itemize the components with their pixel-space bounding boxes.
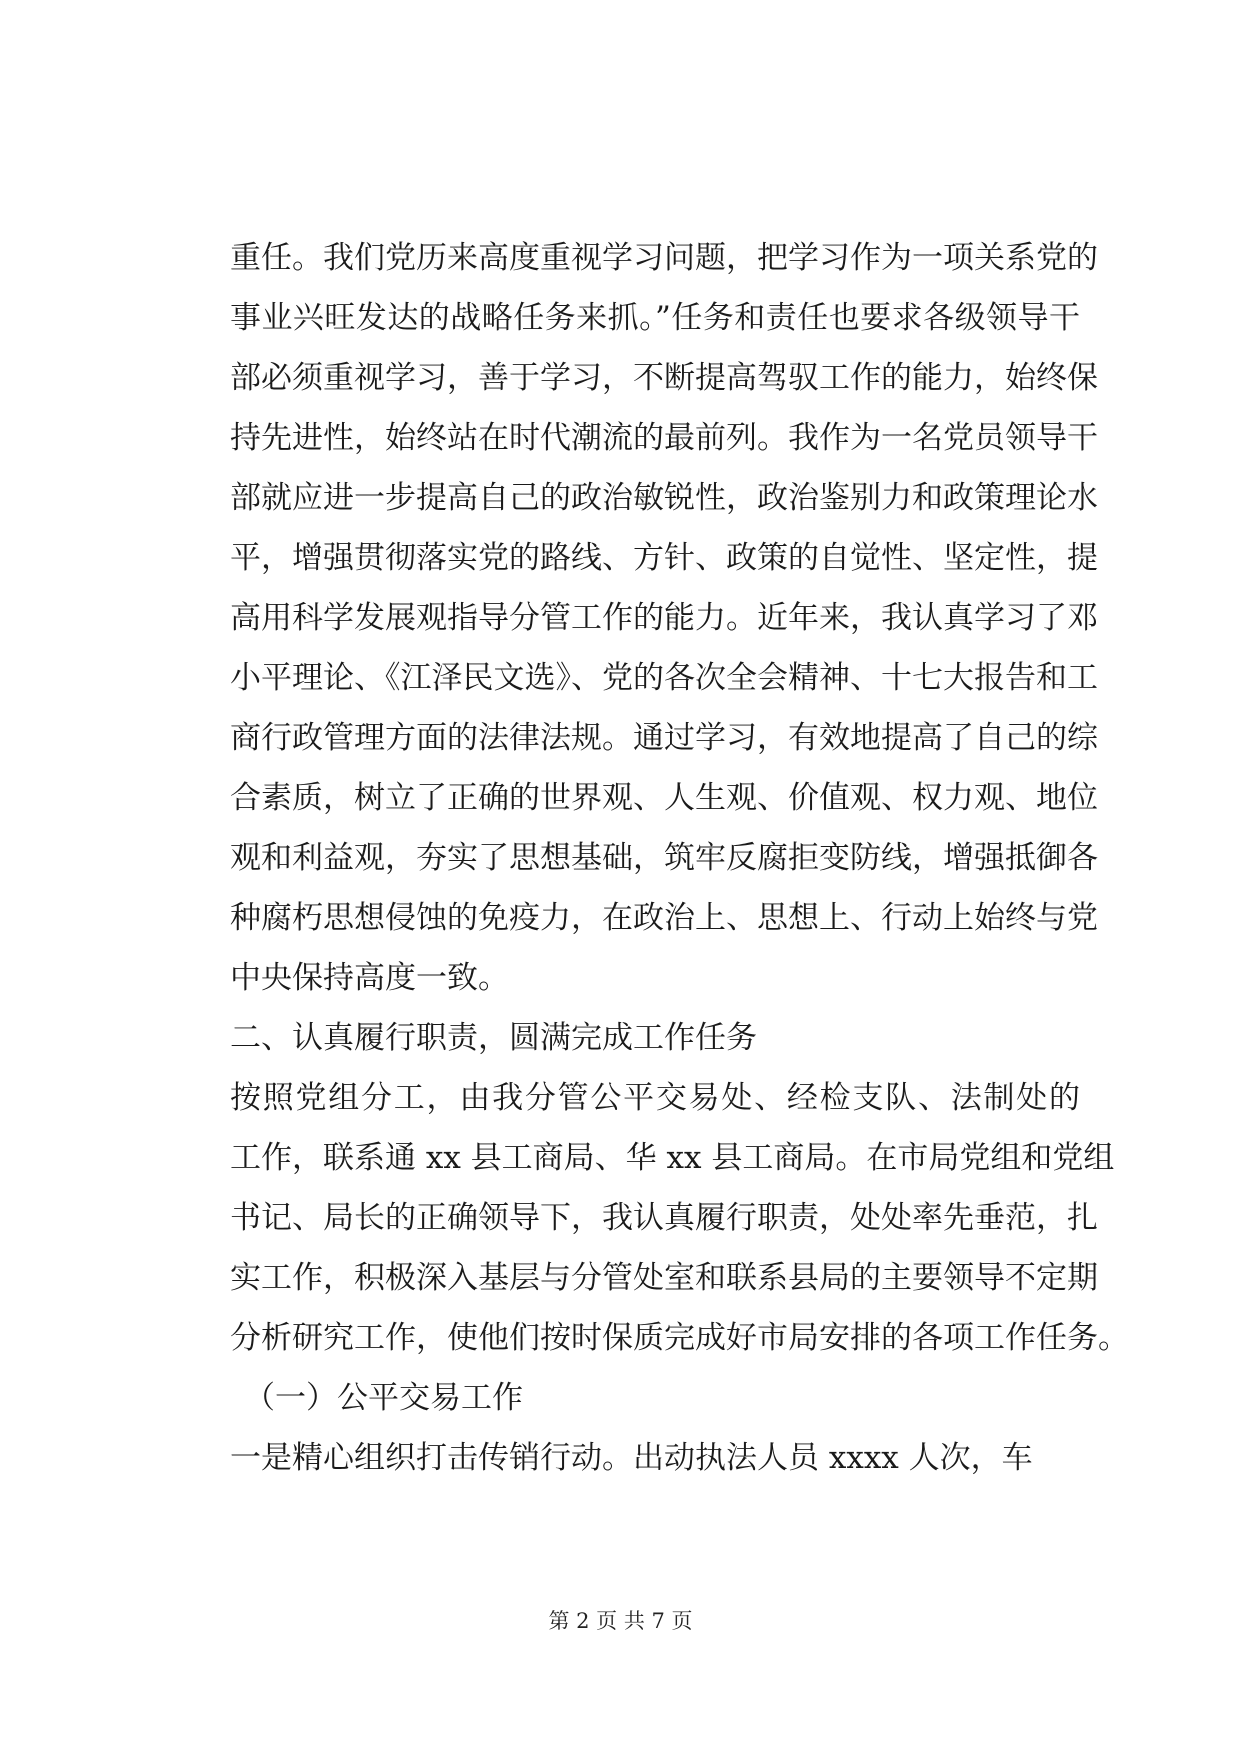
text-line: 种腐朽思想侵蚀的免疫力，在政治上、思想上、行动上始终与党 <box>230 900 1098 936</box>
text-line: 部必须重视学习，善于学习，不断提高驾驭工作的能力，始终保 <box>230 360 1098 396</box>
text-line: 按照党组分工，由我分管公平交易处、经检支队、法制处的 <box>230 1080 1080 1116</box>
text-line: 部就应进一步提高自己的政治敏锐性，政治鉴别力和政策理论水 <box>230 480 1098 516</box>
document-body <box>230 228 1129 1488</box>
text-line: 观和利益观，夯实了思想基础，筑牢反腐拒变防线，增强抵御各 <box>230 840 1098 876</box>
text-line: 事业兴旺发达的战略任务来抓。”任务和责任也要求各级领导干 <box>230 300 1080 336</box>
text-line: 一是精心组织打击传销行动。出动执法人员 xxxx 人次，车 <box>230 1440 1033 1476</box>
text-line: 持先进性，始终站在时代潮流的最前列。我作为一名党员领导干 <box>230 420 1098 456</box>
text-line: 商行政管理方面的法律法规。通过学习，有效地提高了自己的综 <box>230 720 1098 756</box>
text-line: 实工作，积极深入基层与分管处室和联系县局的主要领导不定期 <box>230 1260 1098 1296</box>
page-number-footer: 第 2 页 共 7 页 <box>548 1609 693 1633</box>
text-line: 工作，联系通 xx 县工商局、华 xx 县工商局。在市局党组和党组 <box>230 1140 1115 1176</box>
text-line: 平，增强贯彻落实党的路线、方针、政策的自觉性、坚定性，提 <box>230 540 1098 576</box>
text-line: 书记、局长的正确领导下，我认真履行职责，处处率先垂范，扎 <box>230 1200 1098 1236</box>
text-line: 合素质，树立了正确的世界观、人生观、价值观、权力观、地位 <box>230 780 1098 816</box>
text-line: 分析研究工作，使他们按时保质完成好市局安排的各项工作任务。 <box>230 1320 1129 1356</box>
section-heading: 二、认真履行职责，圆满完成工作任务 <box>230 1020 757 1056</box>
text-line: 重任。我们党历来高度重视学习问题，把学习作为一项关系党的 <box>230 240 1098 276</box>
subsection-heading: （一）公平交易工作 <box>244 1380 523 1416</box>
text-line: 中央保持高度一致。 <box>230 960 509 996</box>
text-line: 小平理论、《江泽民文选》、党的各次全会精神、十七大报告和工 <box>230 660 1098 696</box>
text-line: 高用科学发展观指导分管工作的能力。近年来，我认真学习了邓 <box>230 600 1098 636</box>
